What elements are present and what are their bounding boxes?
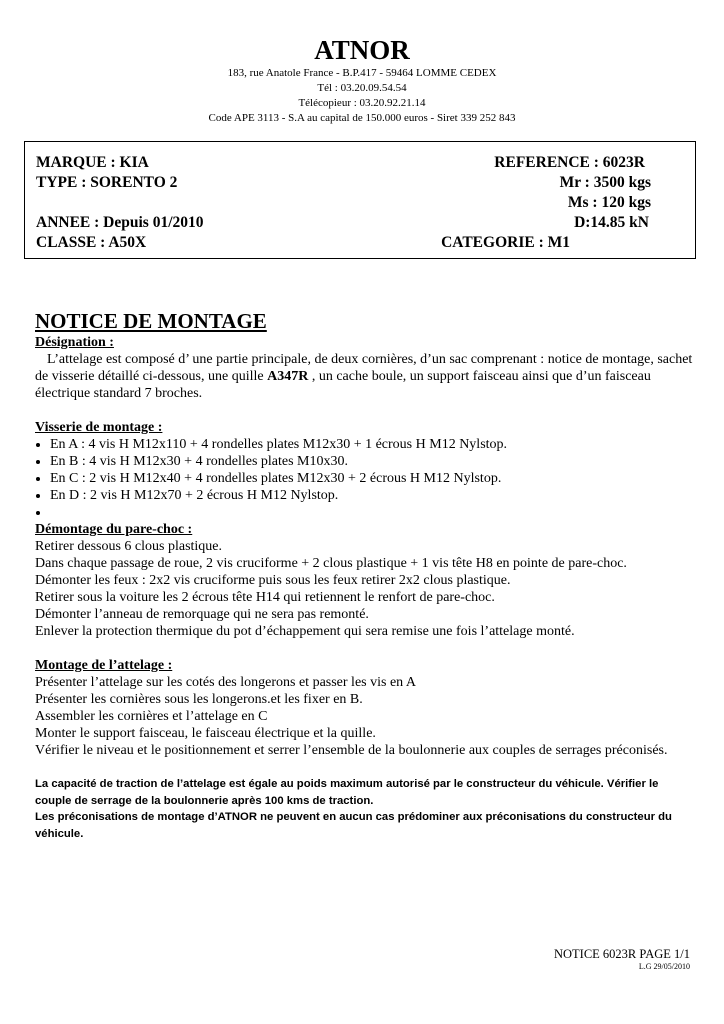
montage-line: Assembler les cornières et l’attelage en C: [35, 709, 268, 724]
demontage-line: Enlever la protection thermique du pot d’échappement qui sera remise une fois l’attelage monté.: [35, 624, 575, 639]
vehicle-type: TYPE : SORENTO 2: [36, 174, 178, 191]
company-fax: Télécopieur : 03.20.92.21.14: [298, 97, 426, 109]
demontage-heading: Démontage du pare-choc :: [35, 522, 193, 537]
visserie-list: [35, 436, 695, 521]
list-item: En D : 2 vis H M12x70 + 2 écrous H M12 Nylstop.: [35, 487, 695, 504]
vehicle-info-box: [24, 141, 696, 259]
demontage-line: Dans chaque passage de roue, 2 vis cruciforme + 2 clous plastique + 1 vis tête H8 en pointe de pare-choc.: [35, 556, 627, 571]
author-date: L.G 29/05/2010: [638, 962, 690, 971]
notice-title: NOTICE DE MONTAGE: [35, 309, 267, 333]
visserie-heading: Visserie de montage :: [35, 420, 163, 435]
company-name: ATNOR: [314, 35, 410, 65]
vehicle-d-value: D:14.85 kN: [574, 214, 649, 231]
quille-reference: A347R: [267, 369, 309, 384]
vehicle-reference: REFERENCE : 6023R: [494, 154, 645, 171]
montage-heading: Montage de l’attelage :: [35, 658, 173, 673]
montage-line: Vérifier le niveau et le positionnement et serrer l’ensemble de la boulonnerie aux couples de serrages préconisés.: [35, 743, 668, 758]
list-item: En B : 4 vis H M12x30 + 4 rondelles plates M10x30.: [35, 453, 695, 470]
list-item: En C : 2 vis H M12x40 + 4 rondelles plates M12x30 + 2 écrous H M12 Nylstop.: [35, 470, 695, 487]
precedence-warning: Les préconisations de montage d’ATNOR ne peuvent en aucun cas prédominer aux préconisations du constructeur du véhicule.: [35, 811, 672, 840]
notice-page-number: NOTICE 6023R PAGE 1/1: [553, 947, 690, 961]
vehicle-category: CATEGORIE : M1: [441, 234, 570, 251]
company-address: 183, rue Anatole France - B.P.417 - 59464 LOMME CEDEX: [227, 67, 497, 79]
demontage-line: Démonter l’anneau de remorquage qui ne sera pas remonté.: [35, 607, 369, 622]
traction-warning: La capacité de traction de l’attelage est égale au poids maximum autorisé par le constructeur du véhicule. Vérifier le couple de serrage de la boulonnerie après 100 kms de traction.: [35, 778, 659, 807]
page-footer: [554, 947, 690, 972]
demontage-line: Démonter les feux : 2x2 vis cruciforme puis sous les feux retirer 2x2 clous plastique.: [35, 573, 511, 588]
vehicle-year: ANNEE : Depuis 01/2010: [36, 214, 204, 231]
designation-heading: Désignation :: [35, 335, 114, 350]
notice-body: [35, 308, 695, 842]
company-phone: Tél : 03.20.09.54.54: [317, 82, 407, 94]
vehicle-ms: Ms : 120 kgs: [567, 194, 651, 211]
letterhead: [0, 34, 724, 126]
montage-line: Monter le support faisceau, le faisceau électrique et la quille.: [35, 726, 376, 741]
demontage-line: Retirer sous la voiture les 2 écrous tête H14 qui retiennent le renfort de pare-choc.: [35, 590, 495, 605]
list-item: [35, 504, 695, 521]
vehicle-mr: Mr : 3500 kgs: [559, 174, 651, 191]
list-item: En A : 4 vis H M12x110 + 4 rondelles plates M12x30 + 1 écrous H M12 Nylstop.: [35, 436, 695, 453]
vehicle-class: CLASSE : A50X: [36, 234, 147, 251]
designation-text: L’attelage est composé d’ une partie principale, de deux cornières, d’un sac comprenant : notice de montage, sachet de visserie détaillé ci-dessous, une quille A347R , un cache boule, un support faisceau ainsi que d’un faisceau électrique standard 7 broches.: [35, 352, 693, 401]
montage-line: Présenter les cornières sous les longerons.et les fixer en B.: [35, 692, 363, 707]
montage-line: Présenter l’attelage sur les cotés des longerons et passer les vis en A: [35, 675, 417, 690]
vehicle-make: MARQUE : KIA: [36, 154, 149, 171]
company-legal-info: Code APE 3113 - S.A au capital de 150.000 euros - Siret 339 252 843: [208, 112, 516, 124]
demontage-line: Retirer dessous 6 clous plastique.: [35, 539, 223, 554]
